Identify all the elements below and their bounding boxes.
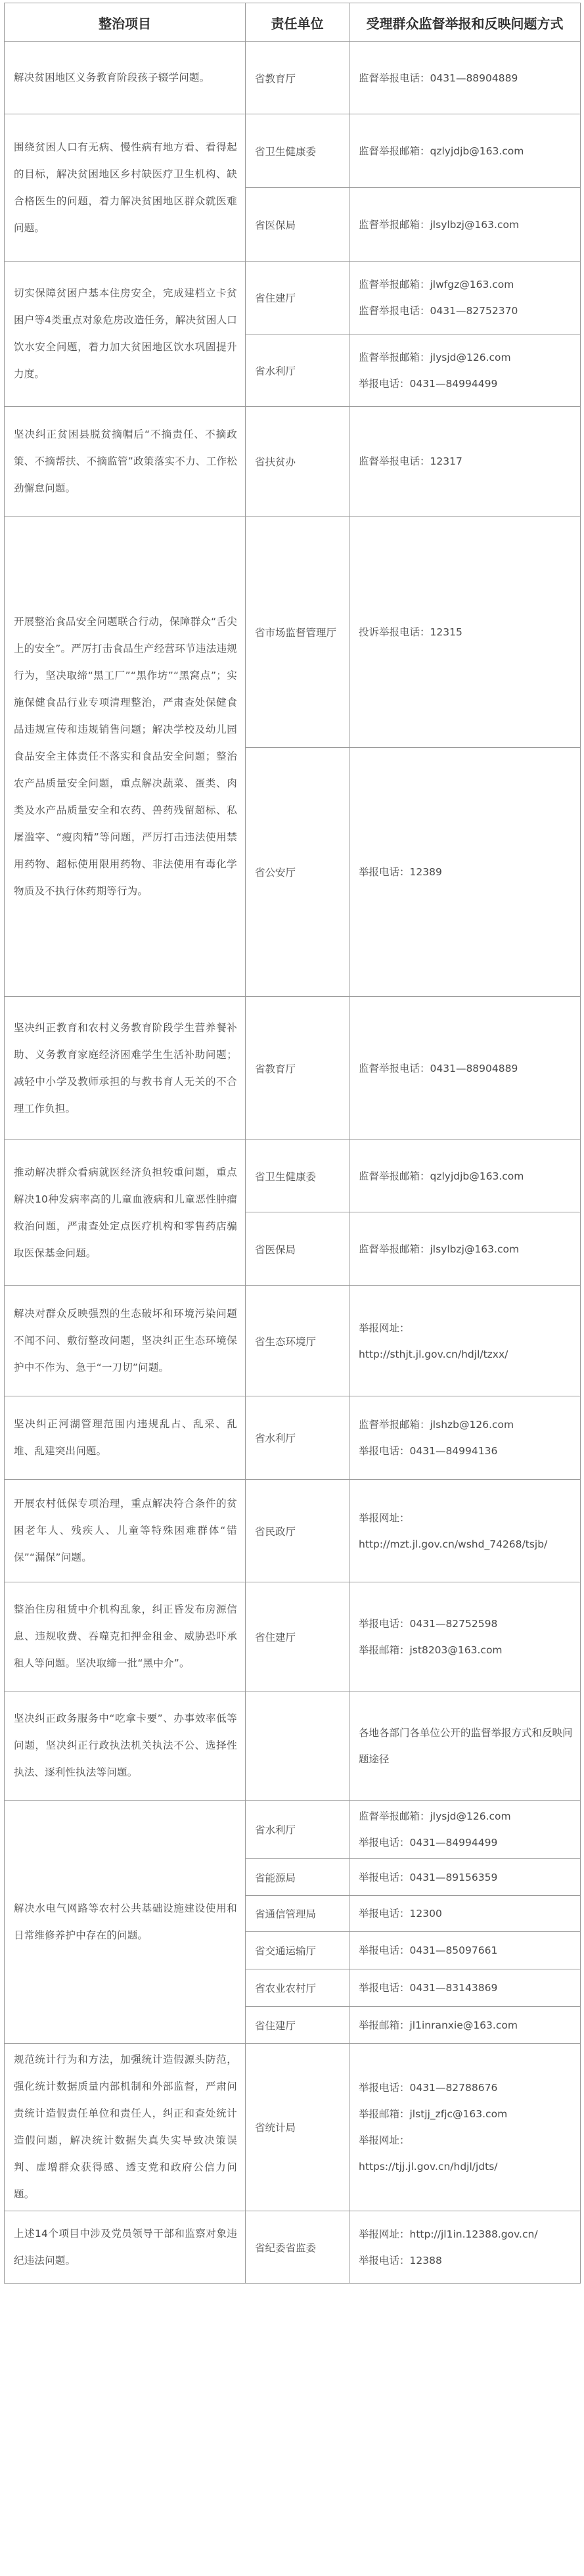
contact-line: 监督举报电话：0431—88904889 xyxy=(359,72,518,84)
channel-cell xyxy=(349,2007,581,2044)
contact-line: http://mzt.jl.gov.cn/wshd_74268/tsjb/ xyxy=(359,1538,548,1550)
channel-cell xyxy=(349,262,581,334)
project-cell: 开展整治食品安全问题联合行动，保障群众“舌尖上的安全”。严厉打击食品生产经营环节违法违规行为，坚决取缔“黑工厂”“黑作坊”“黑窝点”；实施保健食品行业专项清理整治，严肃查处保健食品违规宣传和违规销售问题；解决学校及幼儿园食品安全主体责任不落实和食品安全问题；整治农产品质量安全问题，重点解决蔬菜、蛋类、肉类及水产品质量安全和农药、兽药残留超标、私屠滥宰、“瘦肉精”等问题，严厉打击违法使用禁用药物、超标使用限用药物、非法使用有毒化学物质及不执行休药期等行为。 xyxy=(5,517,246,997)
table-row xyxy=(5,1140,581,1212)
header-channel: 受理群众监督举报和反映问题方式 xyxy=(349,3,581,42)
contact-line: 举报邮箱：jst8203@163.com xyxy=(359,1644,503,1656)
contact-line: 举报电话：0431—84994499 xyxy=(359,1837,498,1849)
header-project: 整治项目 xyxy=(5,3,246,42)
project-cell: 解决水电气网路等农村公共基础设施建设使用和日常维修养护中存在的问题。 xyxy=(5,1801,246,2044)
project-cell: 整治住房租赁中介机构乱象，纠正昏发布房源信息、违规收费、吞噬克扣押金租金、威胁恐吓承租人等问题。坚决取缔一批“黑中介”。 xyxy=(5,1582,246,1691)
table-row xyxy=(5,2211,581,2284)
contact-line: 监督举报邮箱：jlysjd@126.com xyxy=(359,351,511,363)
project-cell: 解决对群众反映强烈的生态破坏和环境污染问题不闻不问、敷衍整改问题，坚决纠正生态环境保护中不作为、急于“一刀切”问题。 xyxy=(5,1286,246,1396)
channel-cell xyxy=(349,1396,581,1480)
unit-cell: 省卫生健康委 xyxy=(246,1140,349,1212)
channel-cell xyxy=(349,188,581,262)
contact-line: 监督举报邮箱：jlwfgz@163.com xyxy=(359,279,514,290)
unit-cell: 省水利厅 xyxy=(246,334,349,407)
contact-line: 举报电话：12300 xyxy=(359,1908,442,1920)
unit-cell: 省通信管理局 xyxy=(246,1896,349,1932)
project-cell: 解决贫困地区义务教育阶段孩子辍学问题。 xyxy=(5,42,246,114)
table-row xyxy=(5,517,581,748)
unit-cell: 省市场监督管理厅 xyxy=(246,517,349,748)
unit-cell: 省教育厅 xyxy=(246,42,349,114)
contact-line: 监督举报邮箱：qzlyjdjb@163.com xyxy=(359,145,524,157)
unit-cell: 省交通运输厅 xyxy=(246,1932,349,1969)
table-row xyxy=(5,42,581,114)
contact-line: 监督举报电话：12317 xyxy=(359,455,462,467)
table-row xyxy=(5,1480,581,1582)
table-row xyxy=(5,1286,581,1396)
channel-cell xyxy=(349,1212,581,1286)
channel-cell xyxy=(349,1932,581,1969)
contact-line: 举报电话：0431—83143869 xyxy=(359,1982,498,1994)
contact-line: 举报网址： xyxy=(359,1511,410,1524)
channel-cell xyxy=(349,1480,581,1582)
contact-line: 监督举报邮箱：jlysjd@126.com xyxy=(359,1810,511,1822)
project-cell: 坚决纠正贫困县脱贫摘帽后“不摘责任、不摘政策、不摘帮扶、不摘监管”政策落实不力、工作松劲懈怠问题。 xyxy=(5,407,246,517)
contact-line: 举报邮箱：jl1inranxie@163.com xyxy=(359,2019,518,2031)
channel-cell xyxy=(349,1896,581,1932)
unit-cell: 省农业农村厅 xyxy=(246,1969,349,2007)
channel-cell xyxy=(349,748,581,997)
table-row xyxy=(5,997,581,1140)
channel-cell xyxy=(349,1691,581,1801)
table-row xyxy=(5,1801,581,1859)
contact-line: 监督举报邮箱：jlshzb@126.com xyxy=(359,1419,514,1431)
channel-cell xyxy=(349,1859,581,1896)
project-cell: 围绕贫困人口有无病、慢性病有地方看、看得起的目标，解决贫困地区乡村缺医疗卫生机构、缺合格医生的问题，着力解决贫困地区群众就医难问题。 xyxy=(5,114,246,262)
project-cell: 切实保障贫困户基本住房安全，完成建档立卡贫困户等4类重点对象危房改造任务，解决贫困人口饮水安全问题，着力加大贫困地区饮水巩固提升力度。 xyxy=(5,262,246,407)
contact-line: 举报电话：0431—82788676 xyxy=(359,2082,498,2094)
unit-cell: 省民政厅 xyxy=(246,1480,349,1582)
table-row xyxy=(5,2044,581,2211)
unit-cell: 省公安厅 xyxy=(246,748,349,997)
table-row xyxy=(5,1396,581,1480)
document xyxy=(4,3,580,2284)
project-cell: 推动解决群众看病就医经济负担较重问题，重点解决10种发病率高的儿童血液病和儿童恶性肿瘤救治问题，严肃查处定点医疗机构和零售药店骗取医保基金问题。 xyxy=(5,1140,246,1286)
unit-cell: 省住建厅 xyxy=(246,2007,349,2044)
contact-line: https://tjj.jl.gov.cn/hdjl/jdts/ xyxy=(359,2161,498,2173)
unit-cell: 省统计局 xyxy=(246,2044,349,2211)
unit-cell: 省住建厅 xyxy=(246,262,349,334)
contact-line: 监督举报电话：0431—88904889 xyxy=(359,1062,518,1074)
channel-cell xyxy=(349,1286,581,1396)
project-cell: 规范统计行为和方法，加强统计造假源头防范，强化统计数据质量内部机制和外部监督，严肃问责统计造假责任单位和责任人，纠正和查处统计造假问题，解决统计数据失真失实导致决策误判、虚增群众获得感、透支党和政府公信力问题。 xyxy=(5,2044,246,2211)
contact-line: 举报电话：0431—89156359 xyxy=(359,1871,498,1883)
channel-cell xyxy=(349,407,581,517)
unit-cell: 省生态环境厅 xyxy=(246,1286,349,1396)
contact-line: 举报电话：0431—85097661 xyxy=(359,1944,498,1956)
channel-cell xyxy=(349,42,581,114)
contact-line: 举报网址：http://jl1in.12388.gov.cn/ xyxy=(359,2228,538,2240)
channel-cell xyxy=(349,1582,581,1691)
table-row xyxy=(5,114,581,188)
channel-cell xyxy=(349,1140,581,1212)
contact-line: 举报电话：12388 xyxy=(359,2254,442,2266)
table-row xyxy=(5,407,581,517)
channel-cell xyxy=(349,2211,581,2284)
contact-line: 监督举报邮箱：qzlyjdjb@163.com xyxy=(359,1170,524,1182)
channel-cell xyxy=(349,2044,581,2211)
unit-cell: 省水利厅 xyxy=(246,1396,349,1480)
unit-cell: 省能源局 xyxy=(246,1859,349,1896)
contact-line: 举报电话：0431—84994136 xyxy=(359,1445,498,1457)
contact-line: 举报电话：0431—82752598 xyxy=(359,1617,498,1630)
unit-cell: 省水利厅 xyxy=(246,1801,349,1859)
channel-cell xyxy=(349,517,581,748)
contact-line: 投诉举报电话：12315 xyxy=(359,626,462,638)
channel-cell xyxy=(349,114,581,188)
unit-cell: 省医保局 xyxy=(246,1212,349,1286)
contact-line: 监督举报邮箱：jlsylbzj@163.com xyxy=(359,218,520,231)
project-cell: 坚决纠正政务服务中“吃拿卡要”、办事效率低等问题，坚决纠正行政执法机关执法不公、选择性执法、逐利性执法等问题。 xyxy=(5,1691,246,1801)
unit-cell: 省纪委省监委 xyxy=(246,2211,349,2284)
unit-cell: 省住建厅 xyxy=(246,1582,349,1691)
contact-line: 举报电话：0431—84994499 xyxy=(359,377,498,390)
unit-cell: 省扶贫办 xyxy=(246,407,349,517)
unit-cell: 省卫生健康委 xyxy=(246,114,349,188)
channel-cell xyxy=(349,334,581,407)
unit-cell: 省教育厅 xyxy=(246,997,349,1140)
channel-cell xyxy=(349,1801,581,1859)
project-cell: 坚决纠正河湖管理范围内违规乱占、乱采、乱堆、乱建突出问题。 xyxy=(5,1396,246,1480)
project-cell: 开展农村低保专项治理，重点解决符合条件的贫困老年人、残疾人、儿童等特殊困难群体“错保”“漏保”问题。 xyxy=(5,1480,246,1582)
table-row xyxy=(5,262,581,334)
unit-cell xyxy=(246,1691,349,1801)
project-cell: 上述14个项目中涉及党员领导干部和监察对象违纪违法问题。 xyxy=(5,2211,246,2284)
contact-line: http://sthjt.jl.gov.cn/hdjl/tzxx/ xyxy=(359,1348,508,1360)
channel-cell xyxy=(349,997,581,1140)
header-unit: 责任单位 xyxy=(246,3,349,42)
contact-line: 举报网址： xyxy=(359,1322,410,1334)
table-row xyxy=(5,1582,581,1691)
contact-line: 各地各部门各单位公开的监督举报方式和反映问题途径 xyxy=(359,1726,573,1765)
rectification-table xyxy=(4,3,581,2284)
project-cell: 坚决纠正教育和农村义务教育阶段学生营养餐补助、义务教育家庭经济困难学生生活补助问题；减轻中小学及教师承担的与教书育人无关的不合理工作负担。 xyxy=(5,997,246,1140)
contact-line: 举报邮箱：jlstjj_zfjc@163.com xyxy=(359,2108,508,2120)
table-header-row xyxy=(5,3,581,42)
unit-cell: 省医保局 xyxy=(246,188,349,262)
contact-line: 举报网址： xyxy=(359,2134,410,2146)
table-row xyxy=(5,1691,581,1801)
contact-line: 监督举报电话：0431—82752370 xyxy=(359,305,518,317)
contact-line: 监督举报邮箱：jlsylbzj@163.com xyxy=(359,1243,520,1255)
channel-cell xyxy=(349,1969,581,2007)
contact-line: 举报电话：12389 xyxy=(359,866,442,878)
